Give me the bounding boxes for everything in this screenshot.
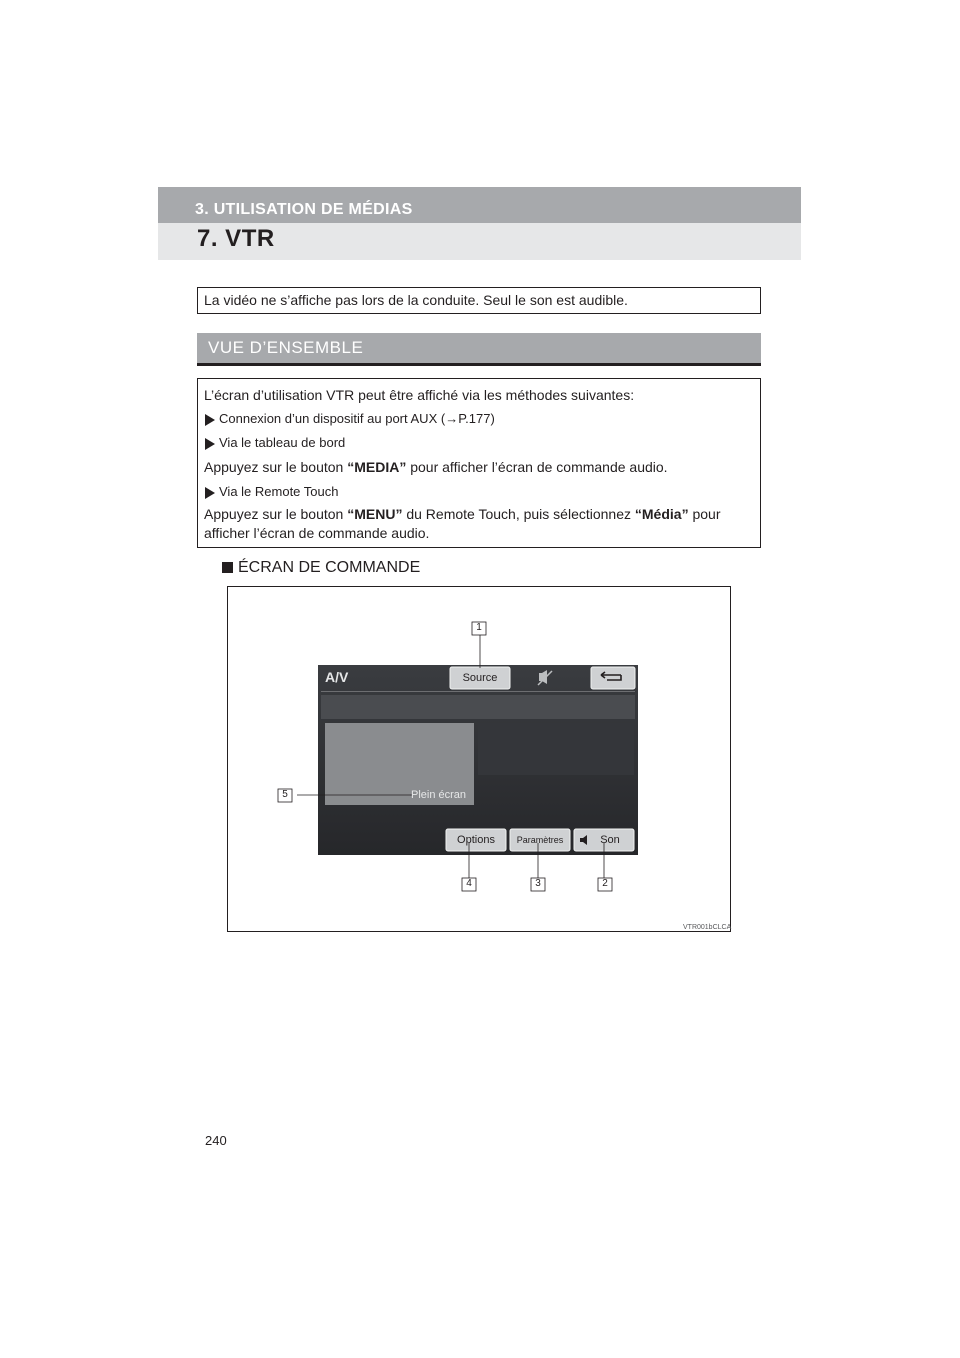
sound-button-label: Son	[600, 834, 620, 846]
media-key-label: “MEDIA”	[347, 459, 407, 475]
right-arrow-icon: →	[445, 411, 459, 426]
back-button[interactable]	[591, 667, 635, 689]
subsection-title: VUE D’ENSEMBLE	[208, 338, 364, 357]
method-item-aux-text: Connexion d’un dispositif au port AUX (	[219, 411, 446, 426]
method-remote-desc-line2: afficher l’écran de commande audio.	[204, 525, 430, 541]
triangle-bullet-icon	[205, 414, 215, 426]
top-bar-divider	[321, 691, 635, 692]
method-remote-desc	[204, 506, 721, 522]
method-dashboard-desc	[204, 459, 668, 475]
settings-button-label: Paramètres	[516, 835, 564, 845]
methods-intro: L’écran d’utilisation VTR peut être affiché via les méthodes suivantes:	[204, 387, 635, 403]
desc-text: pour afficher l’écran de commande audio.	[406, 459, 668, 475]
figure-drawing	[228, 587, 732, 933]
method-item-aux-ref: P.177)	[458, 411, 495, 426]
source-button-label: Source	[462, 672, 498, 684]
callout-number-4: 4	[466, 878, 472, 889]
triangle-bullet-icon	[205, 487, 215, 499]
screen-heading: ÉCRAN DE COMMANDE	[238, 559, 421, 576]
video-side-panel	[478, 723, 634, 775]
figure-code: VTR001bCLCA	[683, 924, 732, 931]
page-number: 240	[205, 1133, 227, 1148]
method-item-dashboard: Via le tableau de bord	[219, 435, 346, 450]
desc-text: Appuyez sur le bouton	[204, 459, 348, 475]
desc-text: Appuyez sur le bouton	[204, 506, 348, 522]
screen-title: A/V	[325, 669, 349, 685]
control-screen-figure	[227, 586, 731, 932]
method-item-remote: Via le Remote Touch	[219, 484, 339, 499]
square-bullet-icon	[222, 562, 233, 573]
triangle-bullet-icon	[205, 438, 215, 450]
info-bar	[321, 695, 635, 719]
fullscreen-button[interactable]: Plein écran	[411, 789, 467, 801]
options-button-label: Options	[457, 834, 495, 846]
callout-number-2: 2	[602, 878, 608, 889]
desc-text: pour	[688, 506, 721, 522]
notice-text: La vidéo ne s’affiche pas lors de la conduite. Seul le son est audible.	[204, 292, 628, 308]
desc-text: du Remote Touch, puis sélectionnez	[402, 506, 635, 522]
chapter-title: 7. VTR	[197, 225, 275, 252]
method-item-aux	[219, 411, 495, 426]
callout-number-1: 1	[476, 622, 482, 633]
media-option-label: “Média”	[634, 506, 689, 522]
callout-number-5: 5	[282, 789, 288, 800]
subsection-rule	[197, 363, 761, 366]
callout-number-3: 3	[535, 878, 541, 889]
menu-key-label: “MENU”	[347, 506, 403, 522]
section-label: 3. UTILISATION DE MÉDIAS	[195, 201, 413, 218]
